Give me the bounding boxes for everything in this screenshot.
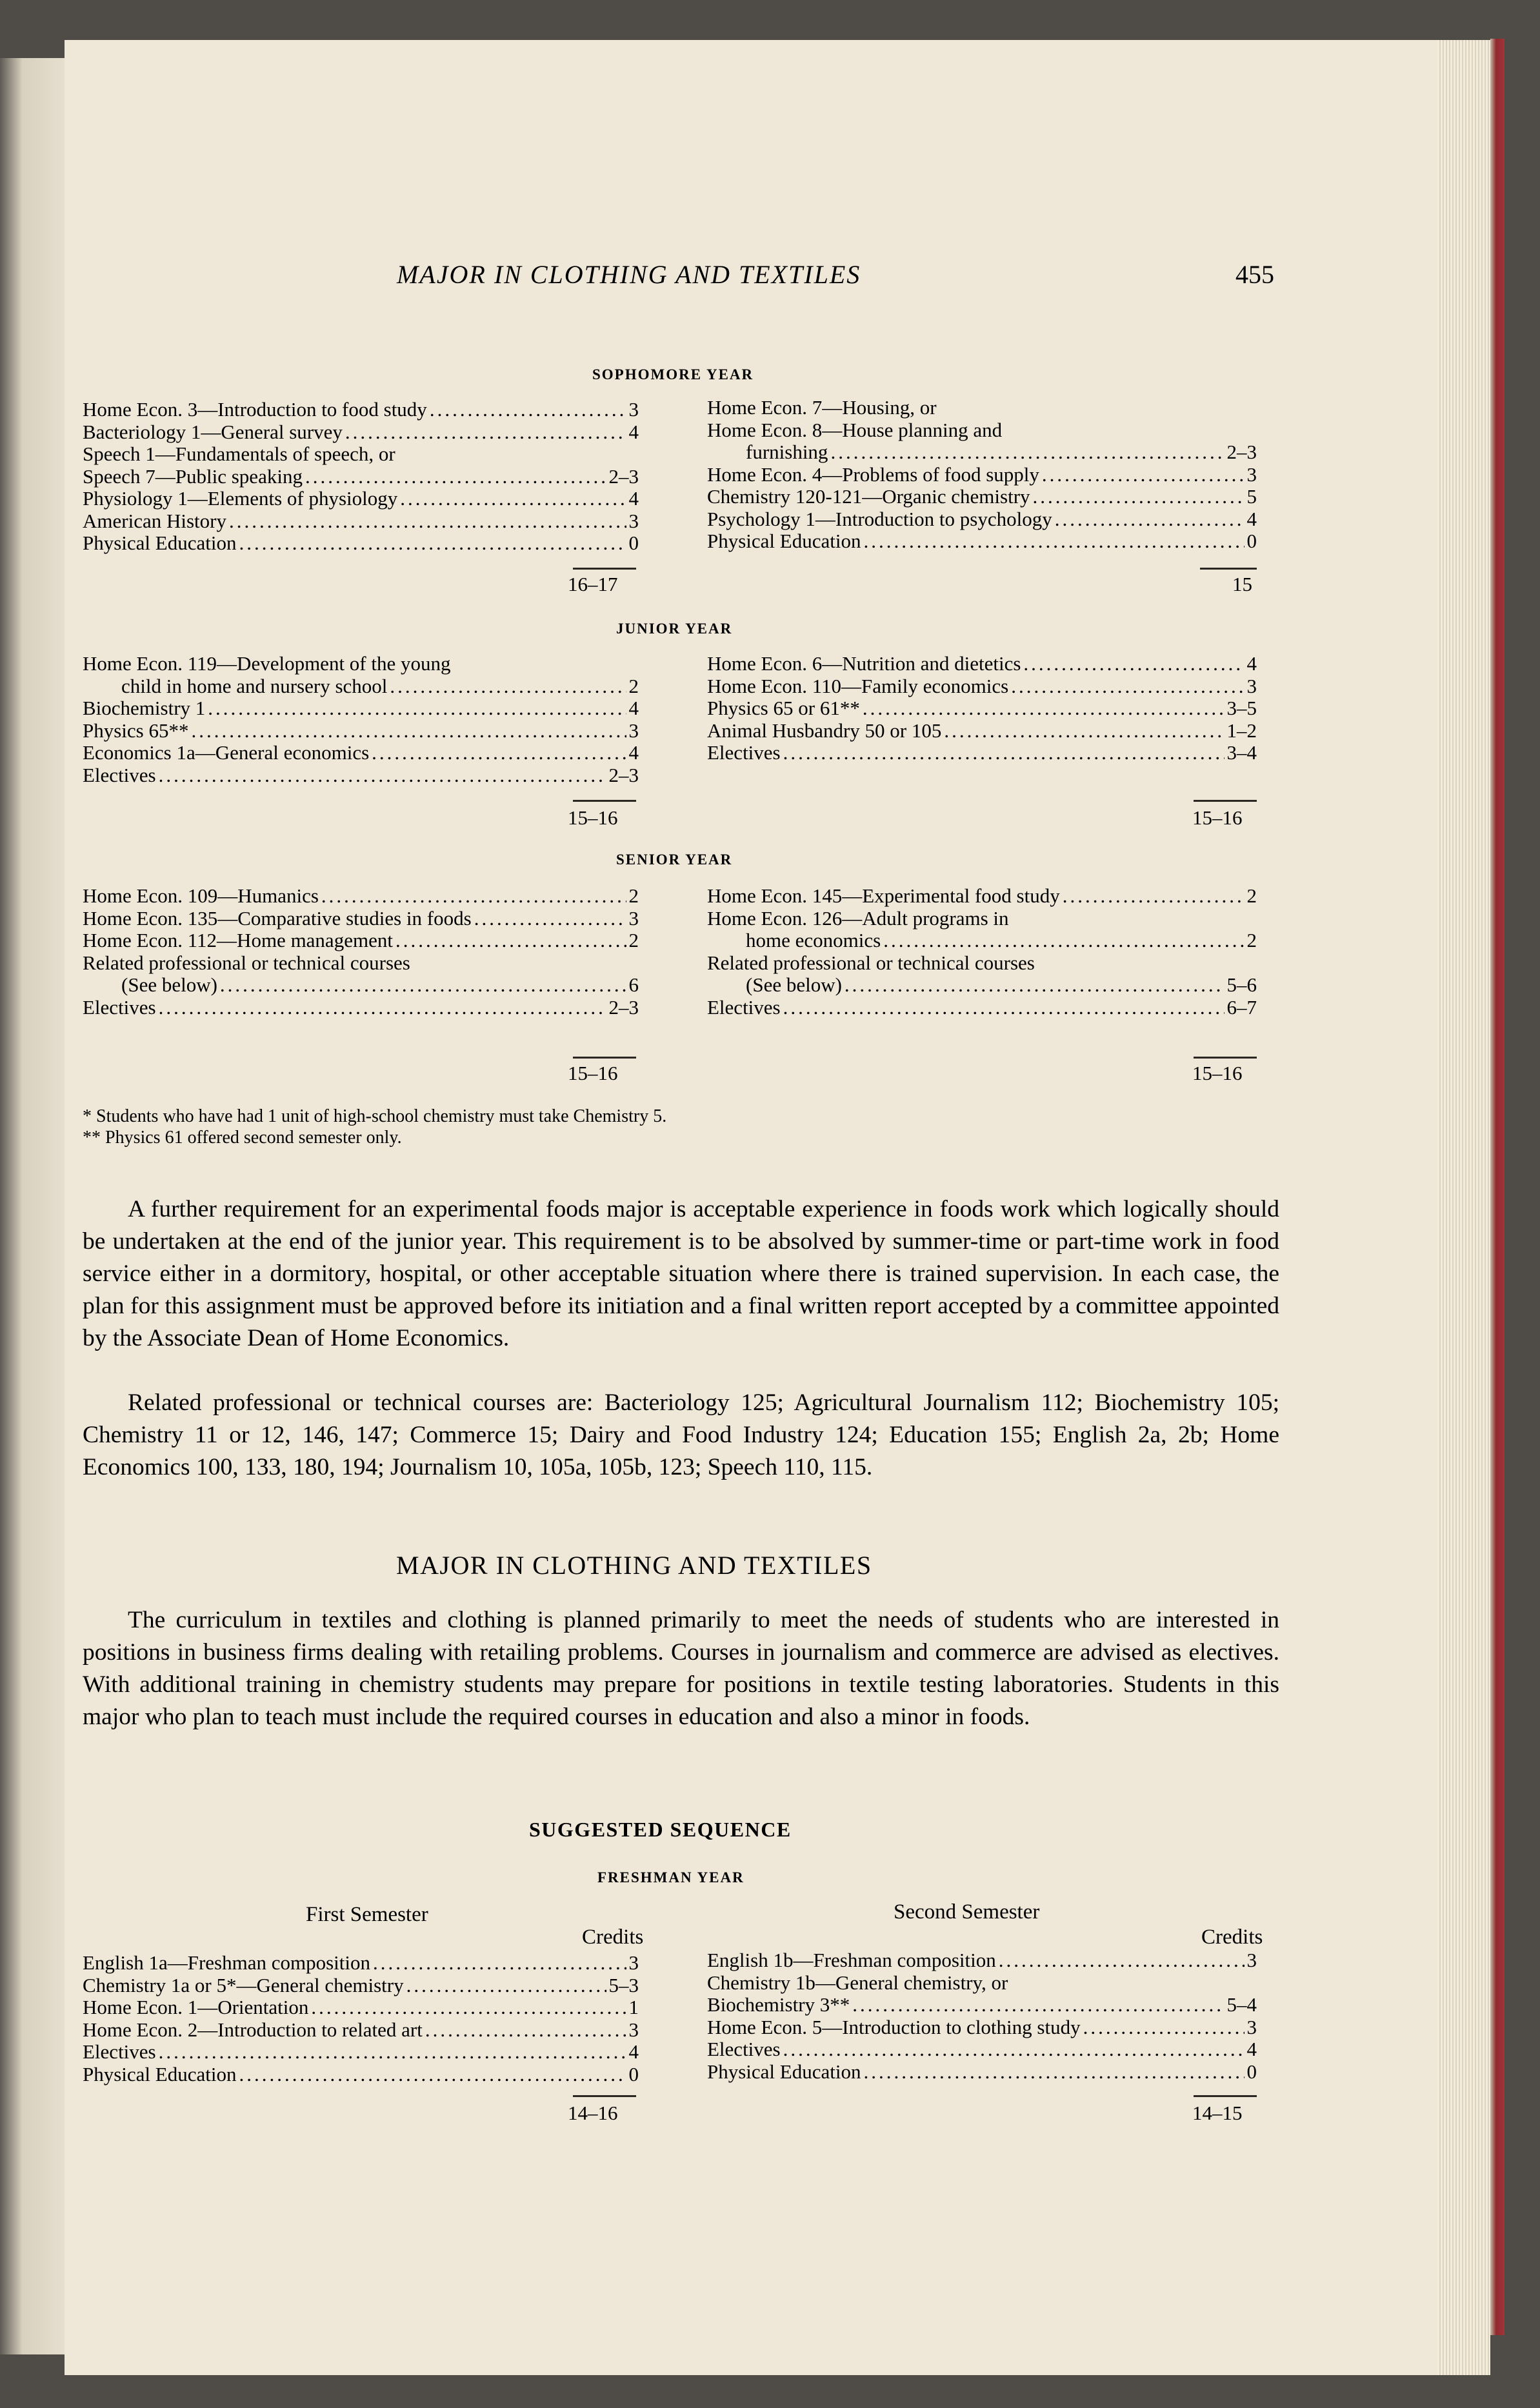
freshman-heading: FRESHMAN YEAR bbox=[597, 1869, 745, 1886]
course-title: Home Econ. 6—Nutrition and dietetics bbox=[707, 652, 1021, 675]
dot-leader bbox=[321, 885, 626, 908]
course-title: Chemistry 1a or 5*—General chemistry bbox=[83, 1973, 404, 1996]
course-credits: 0 bbox=[628, 2062, 639, 2085]
course-credits: 0 bbox=[1246, 530, 1257, 552]
course-title: Physics 65 or 61** bbox=[707, 697, 860, 719]
course-row bbox=[707, 1949, 1257, 1972]
course-title: Electives bbox=[83, 763, 156, 786]
dot-leader bbox=[863, 2061, 1244, 2084]
course-title: Physical Education bbox=[83, 532, 237, 554]
course-title: Speech 1—Fundamentals of speech, or bbox=[83, 443, 395, 465]
course-credits: 5–3 bbox=[608, 1973, 639, 1996]
total-rule bbox=[573, 2095, 636, 2097]
course-credits: 4 bbox=[1246, 507, 1257, 530]
course-row bbox=[83, 997, 639, 1019]
course-credits: 2 bbox=[1246, 884, 1257, 907]
course-credits: 6–7 bbox=[1226, 995, 1257, 1019]
dot-leader bbox=[159, 997, 606, 1019]
course-credits: 2–3 bbox=[608, 763, 639, 786]
freshman-right-column bbox=[707, 1949, 1257, 2083]
sophomore-left-total: 16–17 bbox=[568, 573, 618, 595]
course-credits: 0 bbox=[1246, 2060, 1257, 2083]
freshman-left-column bbox=[83, 1952, 639, 2085]
course-title: Physical Education bbox=[83, 2062, 237, 2085]
dot-leader bbox=[1011, 675, 1244, 698]
course-row bbox=[707, 441, 1257, 464]
course-row bbox=[707, 464, 1257, 486]
dot-leader bbox=[311, 1996, 626, 2019]
dot-leader bbox=[305, 466, 606, 488]
course-credits: 5–4 bbox=[1226, 1993, 1257, 2016]
dot-leader bbox=[239, 532, 626, 555]
course-row bbox=[83, 764, 639, 787]
dot-leader bbox=[239, 2064, 626, 2086]
dot-leader bbox=[208, 697, 626, 720]
course-row bbox=[707, 675, 1257, 698]
dot-leader bbox=[999, 1949, 1245, 1972]
course-title: Psychology 1—Introduction to psychology bbox=[707, 507, 1052, 530]
course-credits: 2 bbox=[628, 929, 639, 951]
course-title: Physiology 1—Elements of physiology bbox=[83, 487, 398, 510]
course-title: Biochemistry 3** bbox=[707, 1993, 850, 2016]
course-row bbox=[707, 930, 1257, 952]
course-title: Home Econ. 109—Humanics bbox=[83, 884, 319, 907]
course-title: Animal Husbandry 50 or 105 bbox=[707, 719, 942, 742]
course-credits: 4 bbox=[628, 420, 639, 443]
section-heading: MAJOR IN CLOTHING AND TEXTILES bbox=[396, 1551, 872, 1580]
course-title: Home Econ. 8—House planning and bbox=[707, 418, 1003, 441]
total-rule bbox=[573, 1057, 636, 1059]
course-row bbox=[83, 510, 639, 533]
dot-leader bbox=[474, 908, 626, 930]
dot-leader bbox=[1083, 2016, 1245, 2039]
course-title: Related professional or technical courses bbox=[83, 951, 410, 974]
course-title: Home Econ. 1—Orientation bbox=[83, 1996, 309, 2018]
dot-leader bbox=[229, 510, 626, 533]
course-title: Home Econ. 112—Home management bbox=[83, 929, 393, 951]
course-row bbox=[707, 908, 1257, 930]
senior-right-total: 15–16 bbox=[1192, 1062, 1243, 1084]
course-credits: 3 bbox=[628, 1951, 639, 1974]
credits-heading-right: Credits bbox=[1201, 1925, 1263, 1949]
course-credits: 1 bbox=[628, 1996, 639, 2018]
course-row bbox=[83, 421, 639, 444]
course-credits: 3 bbox=[1246, 2015, 1257, 2038]
senior-heading: SENIOR YEAR bbox=[616, 851, 733, 868]
course-title: Home Econ. 5—Introduction to clothing study bbox=[707, 2015, 1081, 2038]
dot-leader bbox=[425, 2019, 626, 2042]
dot-leader bbox=[159, 2041, 626, 2064]
course-credits: 4 bbox=[628, 741, 639, 764]
course-title: Biochemistry 1 bbox=[83, 697, 206, 719]
previous-page-edge bbox=[0, 58, 65, 2354]
course-row bbox=[83, 885, 639, 908]
course-credits: 2–3 bbox=[1226, 441, 1257, 463]
course-row bbox=[83, 653, 639, 675]
course-row bbox=[83, 488, 639, 510]
course-credits: 2 bbox=[628, 884, 639, 907]
freshman-right-total: 14–15 bbox=[1192, 2102, 1243, 2124]
course-row bbox=[707, 742, 1257, 764]
second-semester-heading: Second Semester bbox=[894, 1900, 1040, 1924]
dot-leader bbox=[400, 488, 626, 510]
dot-leader bbox=[1033, 486, 1245, 508]
freshman-left-total: 14–16 bbox=[568, 2102, 618, 2124]
dot-leader bbox=[159, 764, 606, 787]
dot-leader bbox=[783, 2038, 1245, 2061]
course-title: Home Econ. 110—Family economics bbox=[707, 674, 1009, 697]
course-row bbox=[707, 1994, 1257, 2016]
course-credits: 3 bbox=[1246, 674, 1257, 697]
footnote-2: ** Physics 61 offered second semester only. bbox=[83, 1128, 402, 1148]
course-row bbox=[83, 697, 639, 720]
course-row bbox=[83, 443, 639, 466]
course-row bbox=[707, 952, 1257, 975]
course-title: Chemistry 1b—General chemistry, or bbox=[707, 1971, 1008, 1994]
course-title: (See below) bbox=[746, 973, 842, 996]
course-title: Chemistry 120-121—Organic chemistry bbox=[707, 485, 1030, 508]
course-row bbox=[707, 2061, 1257, 2084]
dot-leader bbox=[390, 675, 626, 698]
total-rule bbox=[1200, 568, 1257, 570]
dot-leader bbox=[406, 1975, 606, 1997]
course-credits: 3–4 bbox=[1226, 741, 1257, 764]
course-row bbox=[83, 466, 639, 488]
course-row bbox=[707, 508, 1257, 531]
course-title: Economics 1a—General economics bbox=[83, 741, 370, 764]
course-title: child in home and nursery school bbox=[121, 674, 388, 697]
course-row bbox=[83, 2019, 639, 2042]
course-credits: 3 bbox=[1246, 1949, 1257, 1971]
course-row bbox=[707, 486, 1257, 508]
dot-leader bbox=[1063, 885, 1245, 908]
course-title: Electives bbox=[707, 995, 781, 1019]
course-title: Related professional or technical courses bbox=[707, 951, 1035, 974]
course-row bbox=[83, 974, 639, 997]
course-credits: 2 bbox=[628, 674, 639, 697]
dot-leader bbox=[373, 1952, 626, 1975]
course-row bbox=[83, 1996, 639, 2019]
junior-right-column bbox=[707, 653, 1257, 764]
dot-leader bbox=[830, 441, 1224, 464]
course-credits: 0 bbox=[628, 532, 639, 554]
credits-heading-left: Credits bbox=[582, 1925, 644, 1949]
footnotes bbox=[83, 1106, 666, 1148]
course-row bbox=[707, 974, 1257, 997]
course-row bbox=[83, 720, 639, 742]
course-row bbox=[83, 532, 639, 555]
course-row bbox=[83, 2041, 639, 2064]
first-semester-heading: First Semester bbox=[306, 1903, 428, 1926]
course-title: Physical Education bbox=[707, 2060, 861, 2083]
paragraph-related-courses: Related professional or technical courses are: Bacteriology 125; Agricultural Journalism 112; Biochemistry 105; Chemistry 11 or 12, 146, 147; Commerce 15; Dairy and Food Industry 124; Education 155; English 2a, 2b; Home Economics 100, 133, 180, 194; Journalism 10, 105a, 105b, 123; Speech 110, 115. bbox=[83, 1389, 1279, 1480]
total-rule bbox=[1194, 1057, 1257, 1059]
dot-leader bbox=[863, 530, 1244, 553]
course-title: (See below) bbox=[121, 973, 217, 996]
dot-leader bbox=[220, 974, 626, 997]
course-credits: 6 bbox=[628, 973, 639, 996]
course-title: furnishing bbox=[746, 441, 828, 463]
course-row bbox=[707, 530, 1257, 553]
paragraph-curriculum: The curriculum in textiles and clothing is planned primarily to meet the needs of students who are interested in positions in business firms dealing with retailing problems. Courses in journalism and commerce are advised as electives. With additional training in chemistry students may prepare for positions in textile testing laboratories. Students in this major who plan to teach must include the required courses in education and also a minor in foods. bbox=[83, 1607, 1279, 1730]
course-row bbox=[707, 1972, 1257, 1995]
paragraph-experimental-foods: A further requirement for an experimental foods major is acceptable experience in foods work which logically should be undertaken at the end of the junior year. This requirement is to be absolved by summer-time or part-time work in food service either in a dormitory, hospital, or other acceptable situation where there is trained supervision. In each case, the plan for this assignment must be approved before its initiation and a final written report accepted by a committee appointed by the Associate Dean of Home Economics. bbox=[83, 1196, 1279, 1351]
course-credits: 3 bbox=[628, 719, 639, 742]
course-title: English 1b—Freshman composition bbox=[707, 1949, 996, 1971]
course-row bbox=[83, 675, 639, 698]
sophomore-left-column bbox=[83, 399, 639, 555]
course-row bbox=[707, 653, 1257, 675]
course-title: Home Econ. 7—Housing, or bbox=[707, 396, 937, 419]
junior-heading: JUNIOR YEAR bbox=[616, 621, 733, 637]
dot-leader bbox=[783, 997, 1225, 1019]
course-credits: 4 bbox=[1246, 2038, 1257, 2060]
course-row bbox=[83, 1975, 639, 1997]
sequence-heading: SUGGESTED SEQUENCE bbox=[529, 1818, 792, 1841]
course-row bbox=[707, 2016, 1257, 2039]
page-stack-edge bbox=[1437, 40, 1490, 2375]
running-head: MAJOR IN CLOTHING AND TEXTILES bbox=[397, 260, 861, 289]
sophomore-heading: SOPHOMORE YEAR bbox=[592, 366, 754, 383]
course-title: Speech 7—Public speaking bbox=[83, 464, 303, 488]
course-credits: 3 bbox=[628, 398, 639, 421]
course-credits: 3 bbox=[1246, 463, 1257, 486]
dot-leader bbox=[845, 974, 1225, 997]
course-title: Home Econ. 2—Introduction to related art bbox=[83, 2018, 423, 2041]
total-rule bbox=[573, 800, 636, 802]
junior-left-column bbox=[83, 653, 639, 786]
sophomore-right-column bbox=[707, 397, 1257, 553]
course-row bbox=[707, 419, 1257, 442]
dot-leader bbox=[372, 742, 626, 764]
course-title: Physical Education bbox=[707, 530, 861, 552]
dot-leader bbox=[783, 742, 1225, 764]
dot-leader bbox=[345, 421, 626, 444]
senior-right-column bbox=[707, 885, 1257, 1019]
dot-leader bbox=[852, 1994, 1224, 2016]
course-credits: 4 bbox=[628, 487, 639, 510]
course-title: Physics 65** bbox=[83, 719, 189, 742]
dot-leader bbox=[883, 930, 1244, 952]
course-credits: 5–6 bbox=[1226, 973, 1257, 996]
course-title: Bacteriology 1—General survey bbox=[83, 420, 343, 443]
sophomore-right-total: 15 bbox=[1232, 573, 1252, 595]
course-credits: 4 bbox=[628, 2040, 639, 2063]
dot-leader bbox=[1055, 508, 1245, 531]
junior-left-total: 15–16 bbox=[568, 806, 618, 829]
total-rule bbox=[1194, 2095, 1257, 2097]
course-title: home economics bbox=[746, 929, 881, 951]
dot-leader bbox=[192, 720, 626, 742]
page-number: 455 bbox=[1235, 260, 1274, 289]
course-title: Home Econ. 119—Development of the young bbox=[83, 652, 451, 675]
junior-right-total: 15–16 bbox=[1192, 806, 1243, 829]
course-credits: 2 bbox=[1246, 929, 1257, 951]
senior-left-total: 15–16 bbox=[568, 1062, 618, 1084]
course-credits: 1–2 bbox=[1226, 719, 1257, 742]
course-title: Home Econ. 3—Introduction to food study bbox=[83, 398, 427, 421]
book-cover-edge bbox=[1490, 39, 1505, 2335]
course-row bbox=[83, 742, 639, 764]
course-credits: 4 bbox=[1246, 652, 1257, 675]
course-title: Home Econ. 126—Adult programs in bbox=[707, 906, 1009, 930]
course-credits: 5 bbox=[1246, 485, 1257, 508]
course-row bbox=[83, 1952, 639, 1975]
course-row bbox=[707, 885, 1257, 908]
course-title: Electives bbox=[707, 741, 781, 764]
course-row bbox=[83, 2064, 639, 2086]
course-title: Electives bbox=[707, 2038, 781, 2060]
course-row bbox=[707, 997, 1257, 1019]
course-credits: 3 bbox=[628, 2018, 639, 2041]
course-row bbox=[83, 952, 639, 975]
course-credits: 2–3 bbox=[608, 464, 639, 488]
course-row bbox=[83, 908, 639, 930]
course-row bbox=[707, 720, 1257, 742]
total-rule bbox=[1194, 800, 1257, 802]
course-credits: 3–5 bbox=[1226, 697, 1257, 719]
dot-leader bbox=[863, 697, 1225, 720]
course-title: Electives bbox=[83, 995, 156, 1019]
course-credits: 3 bbox=[628, 906, 639, 930]
course-row bbox=[707, 397, 1257, 419]
course-credits: 2–3 bbox=[608, 995, 639, 1019]
dot-leader bbox=[395, 930, 626, 952]
course-title: Home Econ. 4—Problems of food supply bbox=[707, 463, 1039, 486]
course-credits: 3 bbox=[628, 509, 639, 532]
course-row bbox=[83, 399, 639, 421]
course-row bbox=[83, 930, 639, 952]
footnote-1: * Students who have had 1 unit of high-school chemistry must take Chemistry 5. bbox=[83, 1106, 667, 1126]
course-row bbox=[707, 697, 1257, 720]
course-title: Electives bbox=[83, 2040, 156, 2063]
senior-left-column bbox=[83, 885, 639, 1019]
total-rule bbox=[573, 568, 636, 570]
dot-leader bbox=[1042, 464, 1245, 486]
course-row bbox=[707, 2038, 1257, 2061]
course-title: English 1a—Freshman composition bbox=[83, 1951, 371, 1974]
course-credits: 4 bbox=[628, 697, 639, 719]
course-title: Home Econ. 135—Comparative studies in foods bbox=[83, 906, 472, 930]
course-title: American History bbox=[83, 509, 226, 532]
dot-leader bbox=[944, 720, 1224, 742]
course-title: Home Econ. 145—Experimental food study bbox=[707, 884, 1060, 907]
dot-leader bbox=[430, 399, 626, 421]
dot-leader bbox=[1023, 653, 1244, 675]
